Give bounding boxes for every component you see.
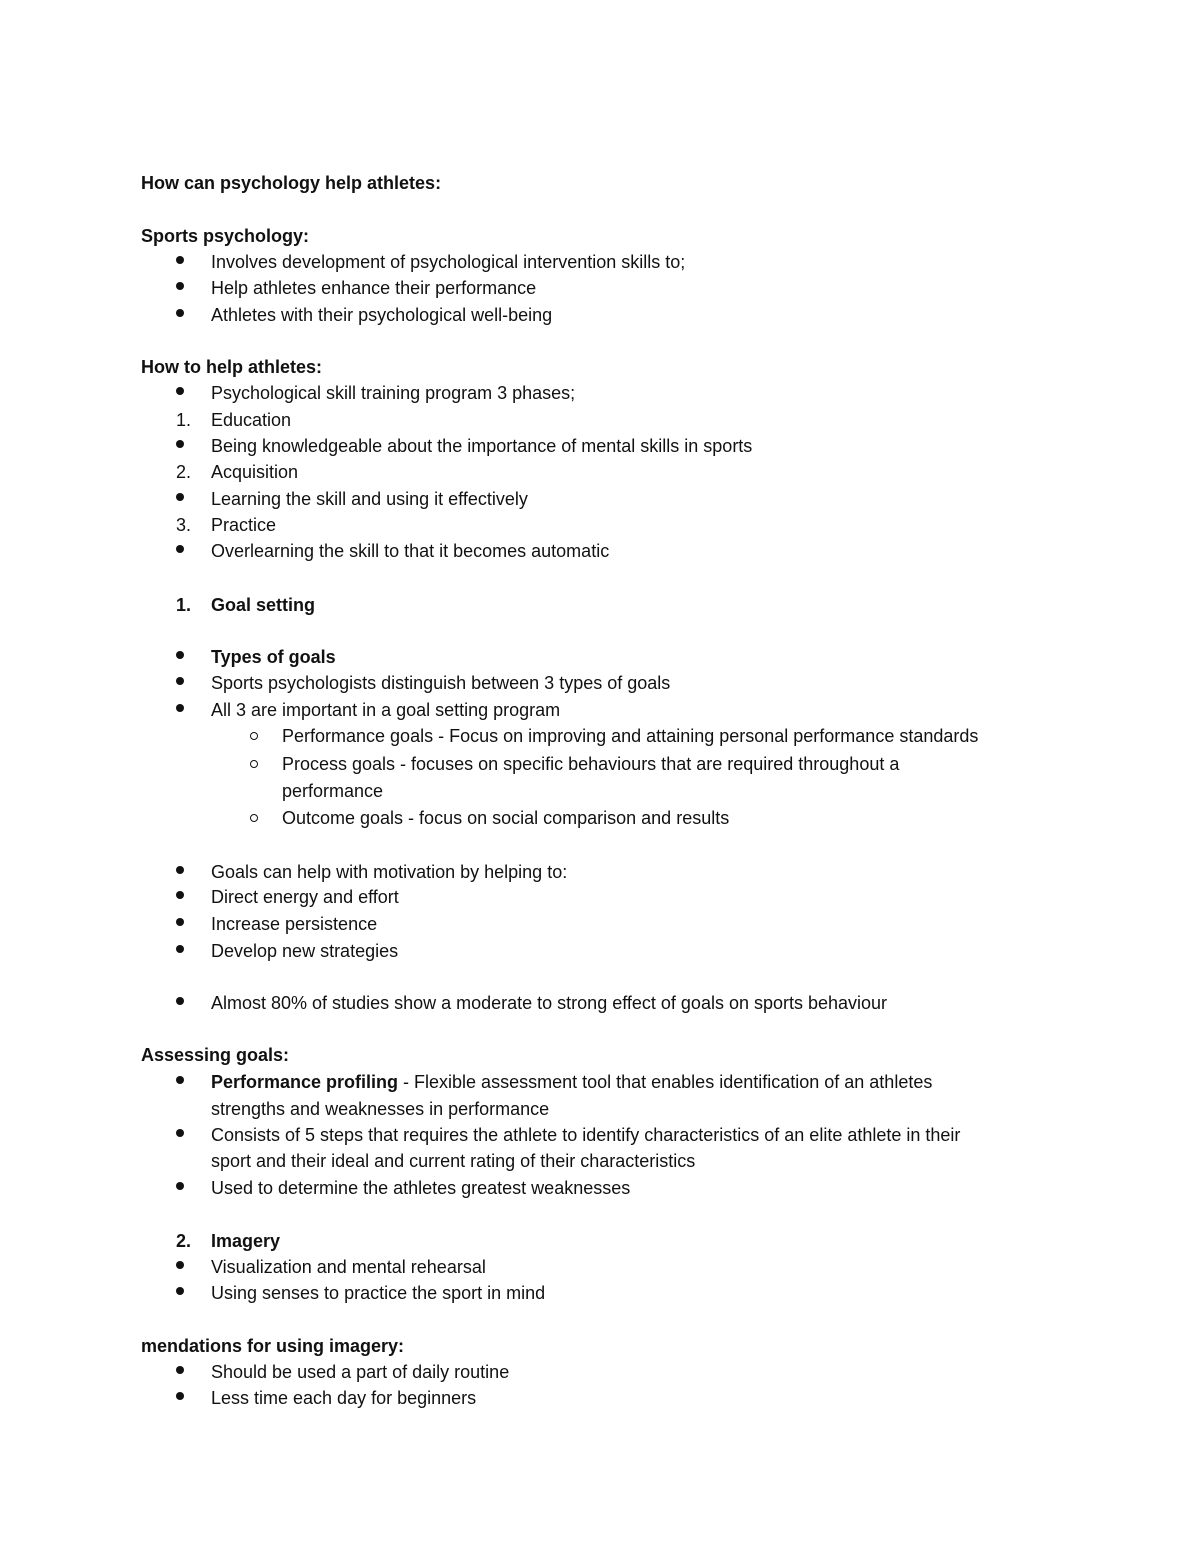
list-item: Learning the skill and using it effectively <box>0 486 1200 512</box>
list-item-continuation: strengths and weaknesses in performance <box>211 1099 550 1119</box>
list-item: All 3 are important in a goal setting program <box>0 697 1200 723</box>
list-item-continuation: sport and their ideal and current rating of their characteristics <box>211 1151 696 1171</box>
list-item: Help athletes enhance their performance <box>0 275 1200 301</box>
list-item: Should be used a part of daily routine <box>0 1359 1200 1385</box>
list-item: Increase persistence <box>0 911 1200 937</box>
numbered-item: 3. Practice <box>176 515 277 535</box>
list-item: Performance profiling - Flexible assessment tool that enables identification of an athletes <box>0 1069 1200 1095</box>
list-item: Used to determine the athletes greatest weaknesses <box>0 1175 1200 1201</box>
numbered-item: 2. Acquisition <box>176 462 299 482</box>
heading-recommendations: mendations for using imagery: <box>141 1336 405 1356</box>
list-item: Consists of 5 steps that requires the athlete to identify characteristics of an elite athlete in their <box>0 1122 1200 1148</box>
section-goal-setting: 1. Goal setting <box>176 595 316 615</box>
list-item: Less time each day for beginners <box>0 1385 1200 1411</box>
list-item: Psychological skill training program 3 phases; <box>0 380 1200 406</box>
heading-assessing-goals: Assessing goals: <box>141 1045 290 1065</box>
heading-how-to-help: How to help athletes: <box>141 357 323 377</box>
list-item: Athletes with their psychological well-being <box>0 302 1200 328</box>
list-item: Goals can help with motivation by helping to: <box>0 859 1200 885</box>
list-item: Direct energy and effort <box>0 884 1200 910</box>
sub-list-item: Process goals - focuses on specific behaviours that are required throughout a <box>0 751 1200 777</box>
list-item: Almost 80% of studies show a moderate to strong effect of goals on sports behaviour <box>0 990 1200 1016</box>
list-item: Using senses to practice the sport in mind <box>0 1280 1200 1306</box>
heading-sports-psychology: Sports psychology: <box>141 226 310 246</box>
numbered-item: 1. Education <box>176 410 292 430</box>
sub-list-item: Outcome goals - focus on social comparison and results <box>0 805 1200 831</box>
list-item: Visualization and mental rehearsal <box>0 1254 1200 1280</box>
list-item: Overlearning the skill to that it becomes automatic <box>0 538 1200 564</box>
list-item: Types of goals <box>0 644 1200 670</box>
list-item: Involves development of psychological intervention skills to; <box>0 249 1200 275</box>
sub-list-item-continuation: performance <box>282 781 384 801</box>
list-item: Sports psychologists distinguish between 3 types of goals <box>0 670 1200 696</box>
list-item: Being knowledgeable about the importance of mental skills in sports <box>0 433 1200 459</box>
section-imagery: 2. Imagery <box>176 1231 281 1251</box>
sub-list-item: Performance goals - Focus on improving and attaining personal performance standards <box>0 723 1200 749</box>
list-item: Develop new strategies <box>0 938 1200 964</box>
doc-title: How can psychology help athletes: <box>141 173 442 193</box>
